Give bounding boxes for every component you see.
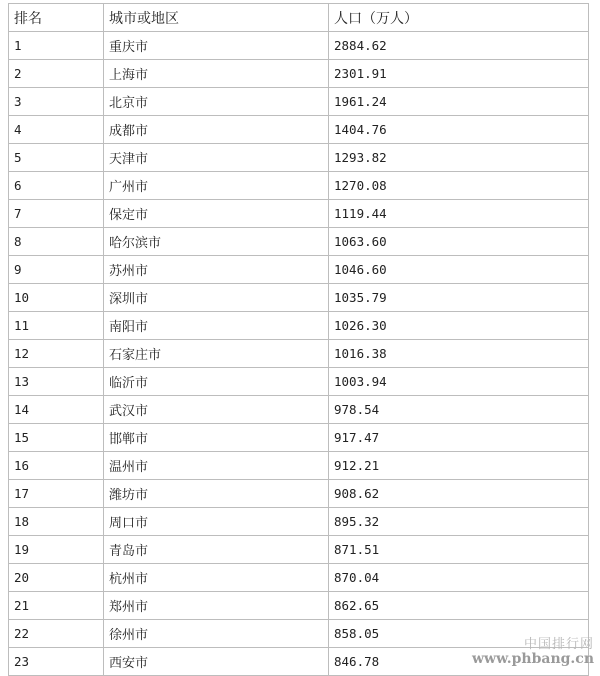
city-cell: 深圳市 [104, 284, 329, 312]
rank-cell: 20 [9, 564, 104, 592]
population-cell: 1026.30 [329, 312, 589, 340]
table-row [9, 312, 589, 340]
population-cell: 908.62 [329, 480, 589, 508]
city-cell: 杭州市 [104, 564, 329, 592]
city-cell: 临沂市 [104, 368, 329, 396]
table-row [9, 116, 589, 144]
table-row [9, 60, 589, 88]
population-cell: 871.51 [329, 536, 589, 564]
population-cell: 1119.44 [329, 200, 589, 228]
table-row [9, 284, 589, 312]
rank-cell: 11 [9, 312, 104, 340]
city-cell: 武汉市 [104, 396, 329, 424]
city-cell: 上海市 [104, 60, 329, 88]
rank-cell: 21 [9, 592, 104, 620]
table-row [9, 508, 589, 536]
population-cell: 978.54 [329, 396, 589, 424]
site-watermark [472, 637, 594, 667]
population-cell: 1016.38 [329, 340, 589, 368]
population-cell: 858.05 [329, 620, 589, 648]
city-cell: 邯郸市 [104, 424, 329, 452]
city-cell: 成都市 [104, 116, 329, 144]
population-cell: 846.78 [329, 648, 589, 676]
city-cell: 南阳市 [104, 312, 329, 340]
city-cell: 哈尔滨市 [104, 228, 329, 256]
population-cell: 1293.82 [329, 144, 589, 172]
population-cell: 1035.79 [329, 284, 589, 312]
city-cell: 徐州市 [104, 620, 329, 648]
header-city: 城市或地区 [104, 4, 329, 32]
table-body [9, 32, 589, 676]
city-cell: 北京市 [104, 88, 329, 116]
city-cell: 广州市 [104, 172, 329, 200]
table-row [9, 536, 589, 564]
table-row [9, 564, 589, 592]
population-cell: 2301.91 [329, 60, 589, 88]
population-table [8, 3, 589, 676]
population-cell: 862.65 [329, 592, 589, 620]
city-cell: 保定市 [104, 200, 329, 228]
rank-cell: 1 [9, 32, 104, 60]
population-cell: 1270.08 [329, 172, 589, 200]
city-cell: 苏州市 [104, 256, 329, 284]
city-cell: 周口市 [104, 508, 329, 536]
city-cell: 石家庄市 [104, 340, 329, 368]
population-cell: 917.47 [329, 424, 589, 452]
population-cell: 870.04 [329, 564, 589, 592]
watermark-site-name: 中国排行网 [523, 637, 594, 652]
rank-cell: 18 [9, 508, 104, 536]
city-cell: 潍坊市 [104, 480, 329, 508]
population-cell: 895.32 [329, 508, 589, 536]
table-row [9, 32, 589, 60]
city-cell: 天津市 [104, 144, 329, 172]
rank-cell: 4 [9, 116, 104, 144]
table-row [9, 144, 589, 172]
city-cell: 温州市 [104, 452, 329, 480]
population-cell: 1003.94 [329, 368, 589, 396]
rank-cell: 8 [9, 228, 104, 256]
table-row [9, 256, 589, 284]
rank-cell: 9 [9, 256, 104, 284]
city-cell: 郑州市 [104, 592, 329, 620]
rank-cell: 17 [9, 480, 104, 508]
table-row [9, 200, 589, 228]
rank-cell: 2 [9, 60, 104, 88]
table-row [9, 228, 589, 256]
rank-cell: 7 [9, 200, 104, 228]
table-header-row [9, 4, 589, 32]
header-rank: 排名 [9, 4, 104, 32]
rank-cell: 6 [9, 172, 104, 200]
table-row [9, 368, 589, 396]
rank-cell: 5 [9, 144, 104, 172]
rank-cell: 19 [9, 536, 104, 564]
population-cell: 2884.62 [329, 32, 589, 60]
population-cell: 1961.24 [329, 88, 589, 116]
city-cell: 重庆市 [104, 32, 329, 60]
table-row [9, 424, 589, 452]
rank-cell: 16 [9, 452, 104, 480]
rank-cell: 22 [9, 620, 104, 648]
population-cell: 912.21 [329, 452, 589, 480]
rank-cell: 3 [9, 88, 104, 116]
rank-cell: 10 [9, 284, 104, 312]
table-row [9, 452, 589, 480]
table-row [9, 592, 589, 620]
rank-cell: 12 [9, 340, 104, 368]
header-population: 人口（万人） [329, 4, 589, 32]
population-cell: 1404.76 [329, 116, 589, 144]
rank-cell: 15 [9, 424, 104, 452]
rank-cell: 13 [9, 368, 104, 396]
table-row [9, 340, 589, 368]
rank-cell: 14 [9, 396, 104, 424]
rank-cell: 23 [9, 648, 104, 676]
table-row [9, 172, 589, 200]
city-cell: 青岛市 [104, 536, 329, 564]
table-row [9, 396, 589, 424]
population-cell: 1046.60 [329, 256, 589, 284]
table-row [9, 480, 589, 508]
watermark-url: www.phbang.cn [472, 651, 594, 667]
population-cell: 1063.60 [329, 228, 589, 256]
table-row [9, 88, 589, 116]
city-cell: 西安市 [104, 648, 329, 676]
